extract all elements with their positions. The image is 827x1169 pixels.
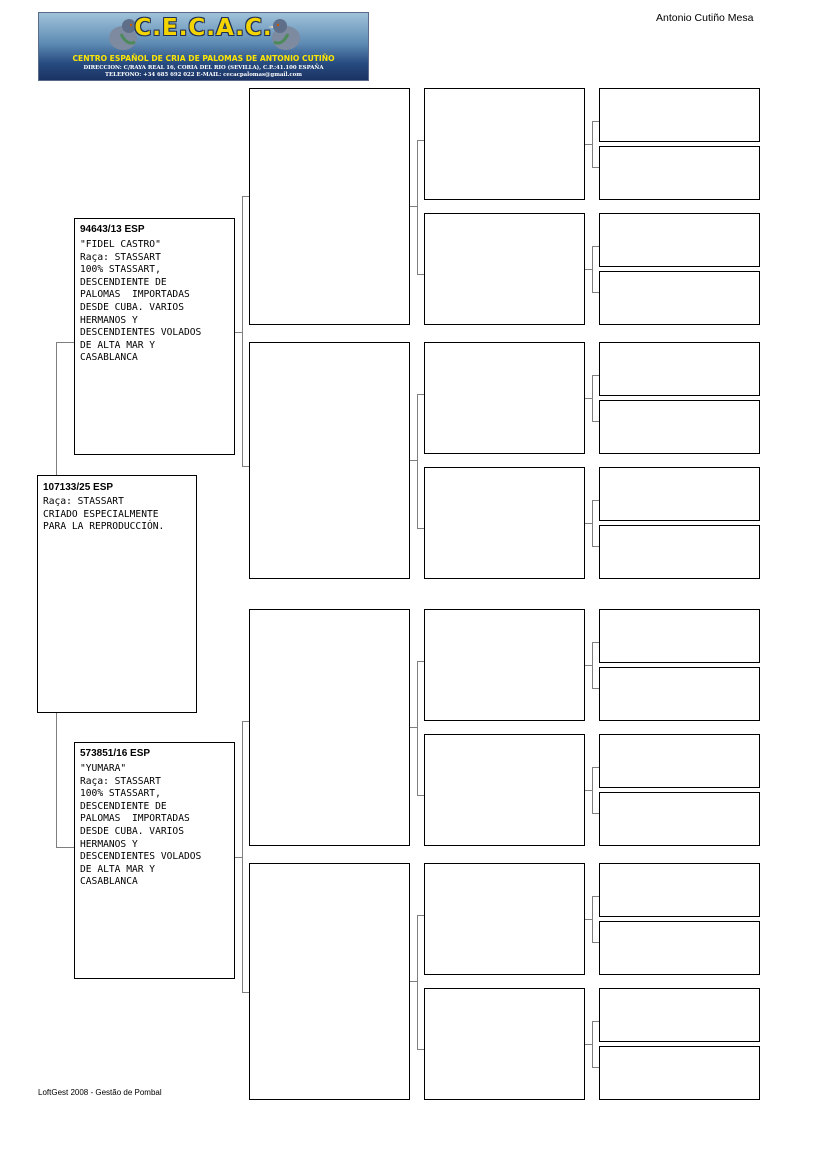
- sire-card[interactable]: [74, 218, 235, 455]
- connector-line: [592, 896, 599, 897]
- dam-info: "YUMARA" Raça: STASSART 100% STASSART, DESCENDIENTE DE PALOMAS IMPORTADAS DESDE CUBA. VARIOS HERMANOS Y DESCENDIENTES VOLADOS DE ALTA MAR Y CASABLANCA: [80, 763, 202, 888]
- great-great-grandparent-card[interactable]: [599, 863, 760, 917]
- great-grandparent-card[interactable]: [424, 863, 585, 975]
- great-great-grandparent-card[interactable]: [599, 921, 760, 975]
- connector-line: [592, 246, 593, 292]
- connector-line: [56, 342, 57, 476]
- connector-line: [592, 121, 593, 167]
- great-great-grandparent-card[interactable]: [599, 988, 760, 1042]
- logo-address: DIRECCION: C/RAYA REAL 16, CORIA DEL RIO (SEVILLA), C.P.:41.100 ESPAÑA: [83, 65, 324, 71]
- connector-line: [417, 140, 418, 274]
- great-grandparent-card[interactable]: [424, 213, 585, 325]
- connector-line: [242, 196, 243, 466]
- connector-line: [417, 528, 424, 529]
- subject-card[interactable]: [37, 475, 197, 713]
- connector-line: [592, 421, 599, 422]
- connector-line: [592, 813, 599, 814]
- connector-line: [592, 942, 599, 943]
- connector-line: [417, 795, 424, 796]
- great-great-grandparent-card[interactable]: [599, 342, 760, 396]
- connector-line: [417, 394, 418, 528]
- connector-line: [417, 1049, 424, 1050]
- owner-name: Antonio Cutiño Mesa: [656, 12, 754, 24]
- great-great-grandparent-card[interactable]: [599, 146, 760, 200]
- connector-line: [592, 642, 599, 643]
- connector-line: [417, 915, 424, 916]
- sire-ring-number: 94643/13 ESP: [80, 224, 145, 235]
- connector-line: [592, 1067, 599, 1068]
- connector-line: [234, 857, 242, 858]
- dam-ring-number: 573851/16 ESP: [80, 748, 151, 759]
- connector-line: [592, 767, 593, 813]
- great-grandparent-card[interactable]: [424, 609, 585, 721]
- logo-subtitle: CENTRO ESPAÑOL DE CRIA DE PALOMAS DE ANTONIO CUTIÑO: [72, 54, 335, 63]
- great-great-grandparent-card[interactable]: [599, 734, 760, 788]
- connector-line: [592, 642, 593, 688]
- connector-line: [417, 274, 424, 275]
- logo-contact: TELEFONO: +34 685 692 022 E-MAIL: cecacpalomas@gmail.com: [105, 72, 302, 78]
- great-grandparent-card[interactable]: [424, 342, 585, 454]
- connector-line: [242, 992, 249, 993]
- connector-line: [592, 167, 599, 168]
- connector-line: [592, 500, 593, 546]
- connector-line: [592, 246, 599, 247]
- connector-line: [242, 196, 249, 197]
- sire-info: "FIDEL CASTRO" Raça: STASSART 100% STASSART, DESCENDIENTE DE PALOMAS IMPORTADAS DESDE CUBA. VARIOS HERMANOS Y DESCENDIENTES VOLADOS DE ALTA MAR Y CASABLANCA: [80, 239, 202, 364]
- connector-line: [592, 500, 599, 501]
- connector-line: [592, 375, 593, 421]
- great-grandparent-card[interactable]: [424, 734, 585, 846]
- granddam-maternal-card[interactable]: [249, 863, 410, 1100]
- subject-info: Raça: STASSART CRIADO ESPECIALMENTE PARA LA REPRODUCCIÓN.: [43, 496, 165, 533]
- great-great-grandparent-card[interactable]: [599, 609, 760, 663]
- great-great-grandparent-card[interactable]: [599, 525, 760, 579]
- connector-line: [592, 896, 593, 942]
- great-great-grandparent-card[interactable]: [599, 400, 760, 454]
- connector-line: [592, 546, 599, 547]
- connector-line: [417, 661, 418, 795]
- connector-line: [242, 721, 249, 722]
- connector-line: [592, 121, 599, 122]
- great-great-grandparent-card[interactable]: [599, 271, 760, 325]
- great-great-grandparent-card[interactable]: [599, 1046, 760, 1100]
- dam-card[interactable]: [74, 742, 235, 979]
- great-great-grandparent-card[interactable]: [599, 792, 760, 846]
- connector-line: [417, 140, 424, 141]
- connector-line: [592, 1021, 599, 1022]
- connector-line: [417, 915, 418, 1049]
- connector-line: [56, 712, 57, 847]
- subject-ring-number: 107133/25 ESP: [43, 482, 114, 493]
- connector-line: [592, 375, 599, 376]
- connector-line: [56, 847, 74, 848]
- connector-line: [592, 292, 599, 293]
- great-grandparent-card[interactable]: [424, 988, 585, 1100]
- great-great-grandparent-card[interactable]: [599, 667, 760, 721]
- granddam-paternal-card[interactable]: [249, 342, 410, 579]
- great-great-grandparent-card[interactable]: [599, 88, 760, 142]
- connector-line: [234, 332, 242, 333]
- connector-line: [592, 1021, 593, 1067]
- club-logo: [38, 12, 369, 81]
- software-footer: LoftGest 2008 - Gestão de Pombal: [38, 1088, 162, 1097]
- connector-line: [417, 394, 424, 395]
- great-great-grandparent-card[interactable]: [599, 467, 760, 521]
- great-grandparent-card[interactable]: [424, 467, 585, 579]
- connector-line: [417, 661, 424, 662]
- connector-line: [592, 688, 599, 689]
- logo-title: C.E.C.A.C.: [134, 15, 273, 41]
- connector-line: [56, 342, 74, 343]
- connector-line: [242, 466, 249, 467]
- connector-line: [242, 721, 243, 992]
- grandsire-paternal-card[interactable]: [249, 88, 410, 325]
- great-grandparent-card[interactable]: [424, 88, 585, 200]
- grandsire-maternal-card[interactable]: [249, 609, 410, 846]
- connector-line: [592, 767, 599, 768]
- great-great-grandparent-card[interactable]: [599, 213, 760, 267]
